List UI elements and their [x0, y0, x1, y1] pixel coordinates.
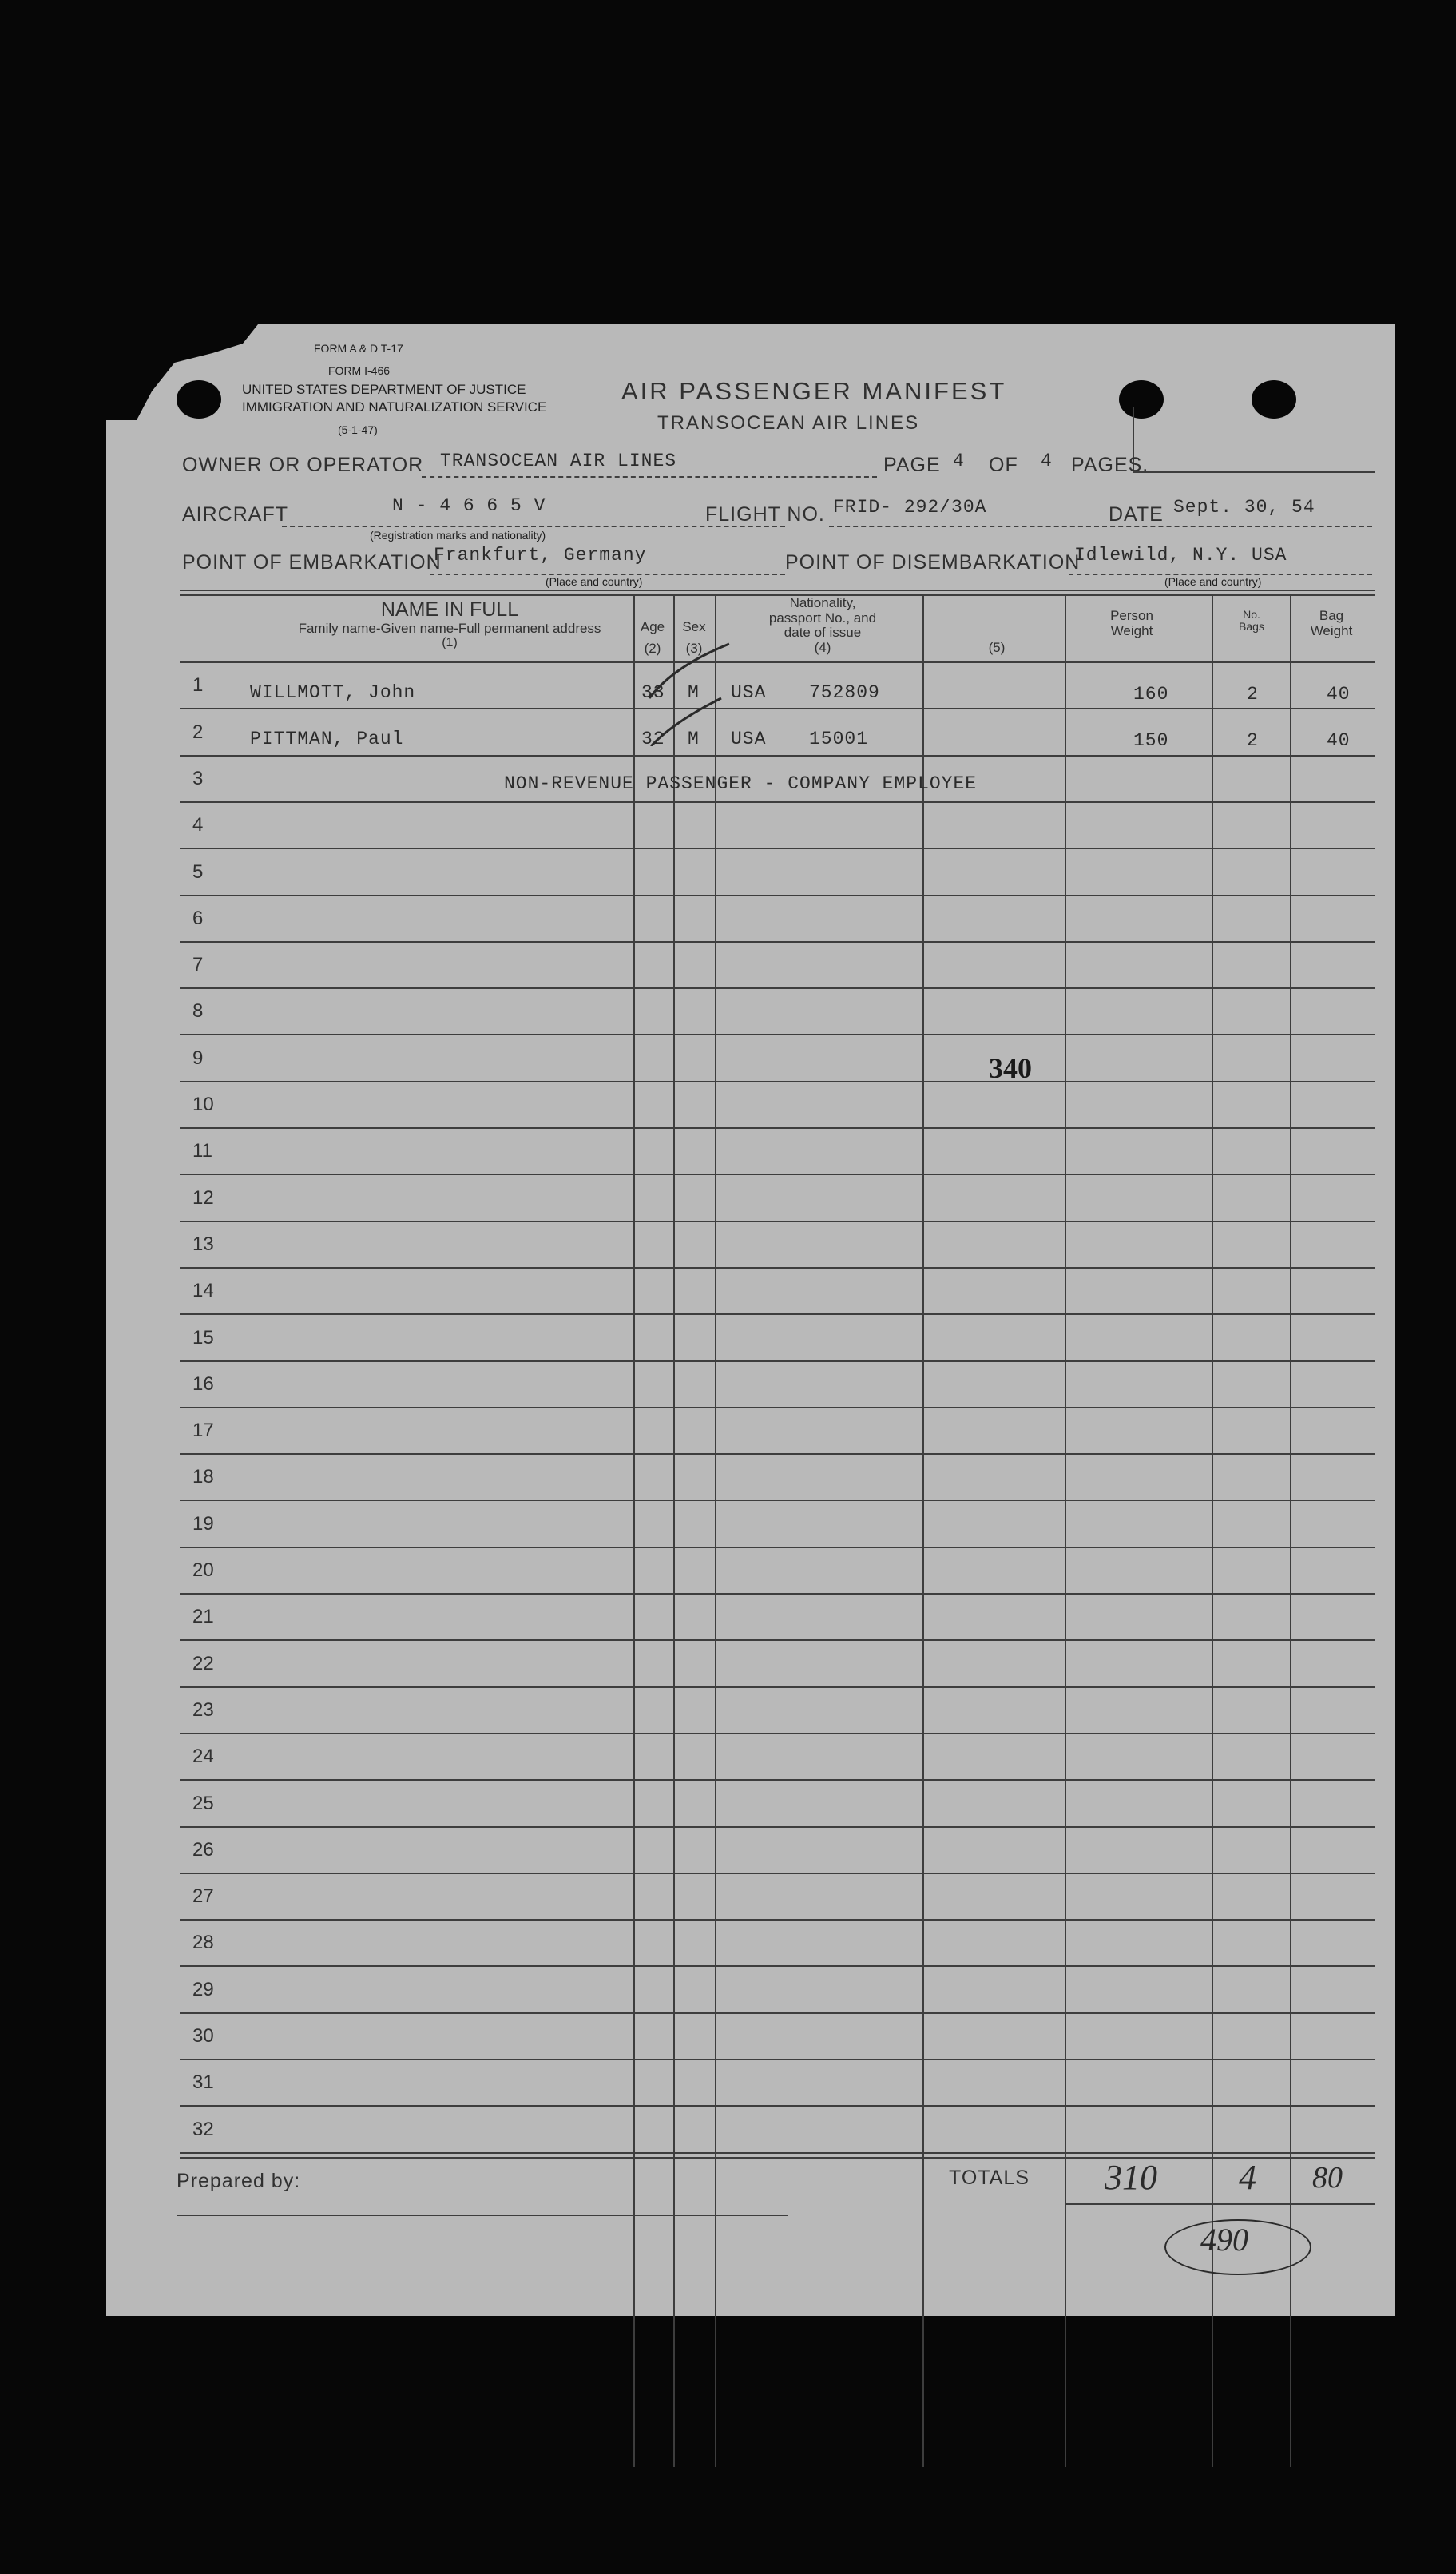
- aircraft-label: AIRCRAFT: [182, 503, 288, 526]
- row-number: 3: [192, 767, 204, 789]
- col-divider-name-age: [633, 594, 635, 2467]
- row-number: 21: [192, 1606, 214, 1628]
- col-name-title: NAME IN FULL: [380, 598, 519, 621]
- flight-value: FRID- 292/30A: [833, 497, 987, 518]
- prepared-by-label: Prepared by:: [177, 2170, 301, 2192]
- row-number: 18: [192, 1466, 214, 1488]
- disembark-label: POINT OF DISEMBARKATION: [785, 551, 1081, 574]
- row-number: 8: [192, 1000, 204, 1023]
- passenger-2-age: 32: [641, 729, 665, 749]
- row-rule: [180, 2012, 1375, 2014]
- col-nat-line2: passport No., and: [768, 610, 877, 626]
- row-number: 29: [192, 1978, 214, 2000]
- row-rule: [180, 1965, 1375, 1967]
- row-number: 26: [192, 1838, 214, 1861]
- col-weight-line1: Person: [1110, 608, 1153, 623]
- check-mark-icon: [641, 634, 737, 746]
- row-number: 30: [192, 2025, 214, 2047]
- row-number: 12: [192, 1186, 214, 1209]
- row-number: 19: [192, 1512, 214, 1535]
- row-number: 15: [192, 1326, 214, 1349]
- passenger-1-passport: 752809: [809, 682, 880, 703]
- of-value: 4: [1041, 451, 1053, 471]
- row-rule: [180, 1081, 1375, 1082]
- passenger-2-sex: M: [688, 729, 700, 749]
- passenger-2-name: PITTMAN, Paul: [250, 729, 404, 749]
- stamp-number: 340: [989, 1052, 1032, 1084]
- col-nat-header: [723, 596, 922, 656]
- disembark-value: Idlewild, N.Y. USA: [1074, 545, 1287, 566]
- col-bags-header: [1213, 609, 1290, 634]
- row-rule: [180, 1547, 1375, 1548]
- row-rule: [180, 1826, 1375, 1828]
- row-number: 5: [192, 860, 204, 883]
- col-divider-nat-5: [922, 594, 924, 2467]
- passenger-1-sex: M: [688, 682, 700, 703]
- disembark-note: (Place and country): [1164, 575, 1262, 588]
- row-rule: [180, 1639, 1375, 1641]
- passenger-2-bags: 2: [1247, 730, 1259, 751]
- row-rule: [180, 1733, 1375, 1734]
- totals-label: TOTALS: [949, 2167, 1030, 2189]
- table-top-rule-1: [180, 590, 1375, 591]
- row-rule: [180, 1034, 1375, 1035]
- row-number: 4: [192, 814, 204, 836]
- prepared-by-line: [177, 2215, 788, 2216]
- agency-line-1: UNITED STATES DEPARTMENT OF JUSTICE: [242, 382, 526, 397]
- passenger-1-age: 33: [641, 682, 665, 703]
- col-bagw-line2: Weight: [1310, 622, 1353, 638]
- embark-value: Frankfurt, Germany: [434, 545, 647, 566]
- of-label: OF: [989, 454, 1018, 476]
- row-rule: [180, 801, 1375, 803]
- row-number: 20: [192, 1559, 214, 1581]
- header-bottom-rule: [180, 661, 1375, 663]
- row-rule: [180, 987, 1375, 989]
- embark-label: POINT OF EMBARKATION: [182, 551, 442, 574]
- col-sex-label: Sex: [682, 619, 706, 634]
- col-bagw-header: [1291, 609, 1371, 638]
- page-label: PAGE: [883, 454, 941, 476]
- row-rule: [180, 1407, 1375, 1408]
- col-nat-num: (4): [814, 640, 831, 656]
- col-bagw-line1: Bag: [1319, 608, 1344, 623]
- agency-line-2: IMMIGRATION AND NATURALIZATION SERVICE: [242, 399, 547, 415]
- row-rule: [180, 1779, 1375, 1781]
- row-number: 6: [192, 907, 204, 929]
- row-number: 25: [192, 1792, 214, 1814]
- row-number: 17: [192, 1420, 214, 1442]
- row-number: 22: [192, 1652, 214, 1674]
- row-number: 27: [192, 1885, 214, 1908]
- passenger-table: [106, 324, 1395, 2316]
- col-sex-num: (3): [685, 640, 703, 656]
- row-rule: [180, 755, 1375, 757]
- passenger-1-name: WILLMOTT, John: [250, 682, 416, 703]
- row-number: 2: [192, 721, 204, 743]
- date-label: DATE: [1109, 503, 1164, 526]
- embark-note: (Place and country): [546, 575, 643, 588]
- date-value: Sept. 30, 54: [1173, 497, 1315, 518]
- row-rule: [180, 1453, 1375, 1455]
- row-rule: [180, 1313, 1375, 1315]
- total-bag-weight: 80: [1312, 2161, 1343, 2195]
- passenger-2-passport: 15001: [809, 729, 869, 749]
- row-number: 10: [192, 1094, 214, 1115]
- col-bags-line2: Bags: [1239, 620, 1264, 634]
- row-rule: [180, 1174, 1375, 1175]
- passenger-1-nationality: USA: [731, 682, 767, 703]
- row-rule: [180, 1593, 1375, 1595]
- row-rule: [180, 2105, 1375, 2107]
- passenger-1-weight: 160: [1133, 684, 1169, 705]
- row-number: 7: [192, 954, 204, 976]
- flight-label: FLIGHT NO.: [705, 503, 825, 526]
- row-rule: [180, 1873, 1375, 1874]
- col-nat-line3: date of issue: [784, 625, 862, 641]
- owner-value: TRANSOCEAN AIR LINES: [440, 451, 677, 471]
- col-divider-age-sex: [673, 594, 675, 2467]
- form-date: (5-1-47): [338, 423, 378, 436]
- total-weight: 310: [1105, 2158, 1157, 2197]
- page-value: 4: [953, 451, 965, 471]
- row-number: 11: [192, 1140, 212, 1162]
- passenger-1-bags: 2: [1247, 684, 1259, 705]
- row-rule: [180, 2059, 1375, 2060]
- row-rule: [180, 941, 1375, 943]
- row-number: 16: [192, 1372, 214, 1395]
- row-number: 14: [192, 1280, 214, 1302]
- aircraft-value: N - 4 6 6 5 V: [392, 495, 546, 516]
- col-5-num: (5): [988, 640, 1006, 655]
- form-top-code: FORM A & D T-17: [314, 342, 403, 355]
- row-number: 28: [192, 1932, 214, 1954]
- row-number: 23: [192, 1698, 214, 1721]
- col-divider-sex-nat: [715, 594, 716, 2467]
- row-rule: [180, 895, 1375, 896]
- owner-label: OWNER OR OPERATOR: [182, 454, 424, 476]
- row-rule: [180, 1500, 1375, 1501]
- col-weight-line2: Weight: [1110, 622, 1153, 638]
- passenger-2-weight: 150: [1133, 730, 1169, 751]
- row-number: 9: [192, 1047, 204, 1069]
- form-subtitle: TRANSOCEAN AIR LINES: [657, 412, 920, 434]
- row-number: 32: [192, 2118, 214, 2140]
- row-rule: [180, 1127, 1375, 1129]
- aircraft-note: (Registration marks and nationality): [370, 529, 546, 542]
- col-age-label: Age: [640, 619, 665, 634]
- col-weight-header: [1065, 609, 1199, 638]
- form-title: AIR PASSENGER MANIFEST: [621, 377, 1007, 405]
- col-age-num: (2): [644, 640, 661, 656]
- passenger-1-bag-weight: 40: [1327, 684, 1351, 705]
- col-bags-line1: No.: [1243, 608, 1260, 621]
- row-rule: [180, 1221, 1375, 1222]
- row-rule: [180, 1267, 1375, 1269]
- row-rule: [180, 708, 1375, 709]
- row-3-note: NON-REVENUE PASSENGER - COMPANY EMPLOYEE: [504, 773, 978, 794]
- row-number: 31: [192, 2072, 214, 2094]
- row-number: 24: [192, 1746, 214, 1768]
- col-name-num: (1): [442, 636, 458, 650]
- row-rule: [180, 1919, 1375, 1921]
- col-nat-line1: Nationality,: [789, 595, 856, 610]
- passenger-2-bag-weight: 40: [1327, 730, 1351, 751]
- grand-total: 490: [1200, 2222, 1248, 2258]
- pages-label: PAGES.: [1071, 454, 1149, 476]
- passenger-2-nationality: USA: [731, 729, 767, 749]
- col-name-sub: Family name-Given name-Full permanent address: [298, 620, 601, 636]
- totals-rule-1: [180, 2152, 1375, 2154]
- row-rule: [180, 1360, 1375, 1362]
- row-number: 13: [192, 1233, 214, 1255]
- row-number: 1: [192, 674, 204, 697]
- row-rule: [180, 1686, 1375, 1688]
- row-rule: [180, 848, 1375, 849]
- manifest-page: [106, 324, 1395, 2316]
- total-bags: 4: [1239, 2158, 1256, 2197]
- form-number: FORM I-466: [328, 364, 391, 377]
